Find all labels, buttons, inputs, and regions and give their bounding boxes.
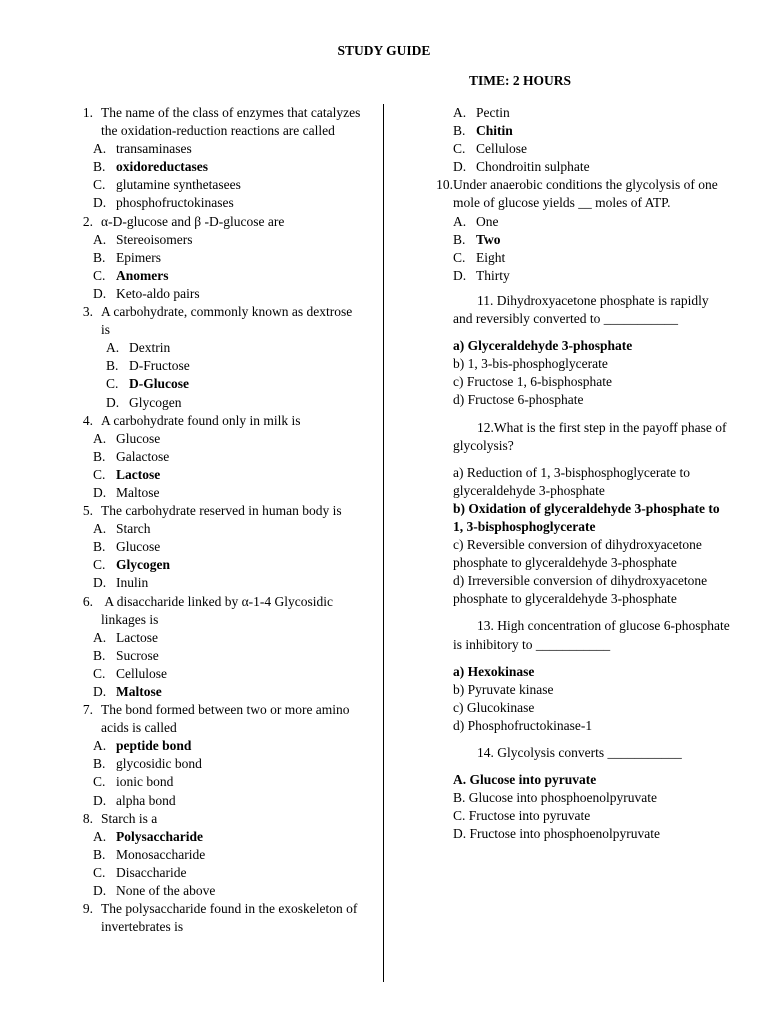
question-number: 7. [82, 702, 93, 718]
option-correct: C. D-Glucose [106, 376, 189, 392]
option-correct: B. oxidoreductases [93, 159, 209, 175]
option: A. One [453, 213, 499, 229]
column-divider [383, 104, 384, 982]
option: C. Fructose into pyruvate [453, 808, 591, 824]
option-correct: D. Maltose [93, 684, 162, 699]
option-correct: a) Glyceraldehyde 3-phosphate [453, 338, 633, 354]
option: B. glycosidic bond [93, 756, 202, 772]
option: A. transaminases [93, 141, 192, 157]
option: A. Starch [93, 521, 151, 537]
option: B. Epimers [93, 249, 161, 265]
option-correct: A. peptide bond [93, 738, 192, 754]
option: D. Maltose [93, 484, 160, 500]
question-text: α-D-glucose and β -D-glucose are [101, 213, 285, 229]
option: D. Thirty [453, 267, 510, 283]
option: D. Fructose into phosphoenolpyruvate [453, 826, 660, 842]
option: C. Eight [453, 249, 506, 265]
question-text: A carbohydrate found only in milk is [101, 412, 301, 428]
question-text: Under anaerobic conditions the glycolysis of one mole of glucose yields __ moles of ATP. [453, 177, 718, 211]
option: A. Glucose [93, 430, 161, 446]
question-13: 13. High concentration of glucose 6-phosphate is inhibitory to ___________ [453, 618, 730, 652]
option: A. Pectin [453, 105, 510, 120]
question-number: 10. [436, 177, 453, 193]
question-14: 14. Glycolysis converts ___________ [477, 745, 682, 760]
question-text: Starch is a [101, 810, 158, 826]
option: D. Chondroitin sulphate [453, 159, 590, 175]
question-number: 1. [82, 105, 93, 120]
option-correct: C. Glycogen [93, 557, 170, 573]
question-1 [62, 104, 362, 140]
right-column [430, 104, 730, 843]
question-number: 4. [82, 412, 93, 428]
question-number: 6. [82, 593, 93, 609]
option: d) Irreversible conversion of dihydroxyacetone phosphate to glyceraldehyde 3-phosphate [453, 573, 708, 607]
question-number: 5. [82, 503, 93, 519]
question-text: A disaccharide linked by α-1-4 Glycosidic linkages is [101, 593, 337, 627]
option: D. Glycogen [106, 394, 182, 410]
question-5 [62, 502, 362, 520]
question-3 [62, 303, 362, 339]
question-text: The carbohydrate reserved in human body is [101, 503, 342, 519]
question-12: 12.What is the first step in the payoff phase of glycolysis? [453, 419, 727, 453]
option: C. ionic bond [93, 774, 174, 790]
option-correct: C. Lactose [93, 466, 161, 482]
option-correct: a) Hexokinase [453, 663, 535, 679]
question-4 [62, 412, 362, 430]
option: b) 1, 3-bis-phosphoglycerate [453, 356, 608, 372]
question-text: The name of the class of enzymes that catalyzes the oxidation-reduction reactions are called [101, 105, 361, 139]
question-10 [430, 176, 730, 212]
option: B. Sucrose [93, 647, 159, 663]
option: C. Cellulose [93, 665, 167, 681]
option: B. Glucose into phosphoenolpyruvate [453, 790, 657, 806]
option-correct: b) Oxidation of glyceraldehyde 3-phosphate to 1, 3-bisphosphoglycerate [453, 500, 720, 534]
question-text: The bond formed between two or more amino acids is called [101, 702, 350, 736]
question-8 [62, 810, 362, 828]
question-7 [62, 701, 362, 737]
question-number: 3. [82, 304, 93, 320]
left-column [62, 104, 362, 936]
option: D. None of the above [93, 883, 216, 899]
option: d) Phosphofructokinase-1 [453, 717, 593, 733]
option: D. phosphofructokinases [93, 195, 234, 211]
option: D. Inulin [93, 575, 149, 591]
time-limit: TIME: 2 HOURS [469, 73, 572, 88]
option: A. Lactose [93, 629, 158, 645]
option: A. Dextrin [106, 340, 171, 356]
option: B. D-Fructose [106, 358, 190, 374]
option: b) Pyruvate kinase [453, 681, 554, 697]
option-correct: B. Chitin [453, 123, 513, 139]
option: c) Glucokinase [453, 699, 535, 715]
option: a) Reduction of 1, 3-bisphosphoglycerate to glyceraldehyde 3-phosphate [453, 464, 690, 498]
option-correct: A. Glucose into pyruvate [453, 772, 597, 788]
option: D. alpha bond [93, 792, 176, 808]
question-text: The polysaccharide found in the exoskeleton of invertebrates is [101, 901, 358, 935]
question-number: 8. [82, 810, 93, 826]
question-6 [62, 593, 362, 629]
option: C. glutamine synthetasees [93, 177, 241, 193]
option: A. Stereoisomers [93, 231, 193, 247]
option: B. Glucose [93, 539, 161, 555]
option: d) Fructose 6-phosphate [453, 392, 584, 408]
option: c) Fructose 1, 6-bisphosphate [453, 374, 612, 390]
option-correct: A. Polysaccharide [93, 828, 203, 844]
option-correct: B. Two [453, 231, 501, 247]
option-correct: C. Anomers [93, 267, 169, 283]
question-2 [62, 213, 362, 231]
document-title: STUDY GUIDE [337, 43, 431, 58]
option: B. Galactose [93, 448, 170, 464]
question-text: A carbohydrate, commonly known as dextrose is [101, 304, 353, 338]
option: c) Reversible conversion of dihydroxyacetone phosphate to glyceraldehyde 3-phosphate [453, 537, 702, 571]
question-number: 9. [82, 901, 93, 917]
option: B. Monosaccharide [93, 846, 206, 862]
option: C. Disaccharide [93, 864, 187, 880]
question-9 [62, 900, 362, 936]
question-number: 2. [82, 213, 93, 229]
option: D. Keto-aldo pairs [93, 285, 200, 301]
option: C. Cellulose [453, 141, 527, 157]
question-11: 11. Dihydroxyacetone phosphate is rapidly and reversibly converted to ___________ [453, 292, 709, 327]
